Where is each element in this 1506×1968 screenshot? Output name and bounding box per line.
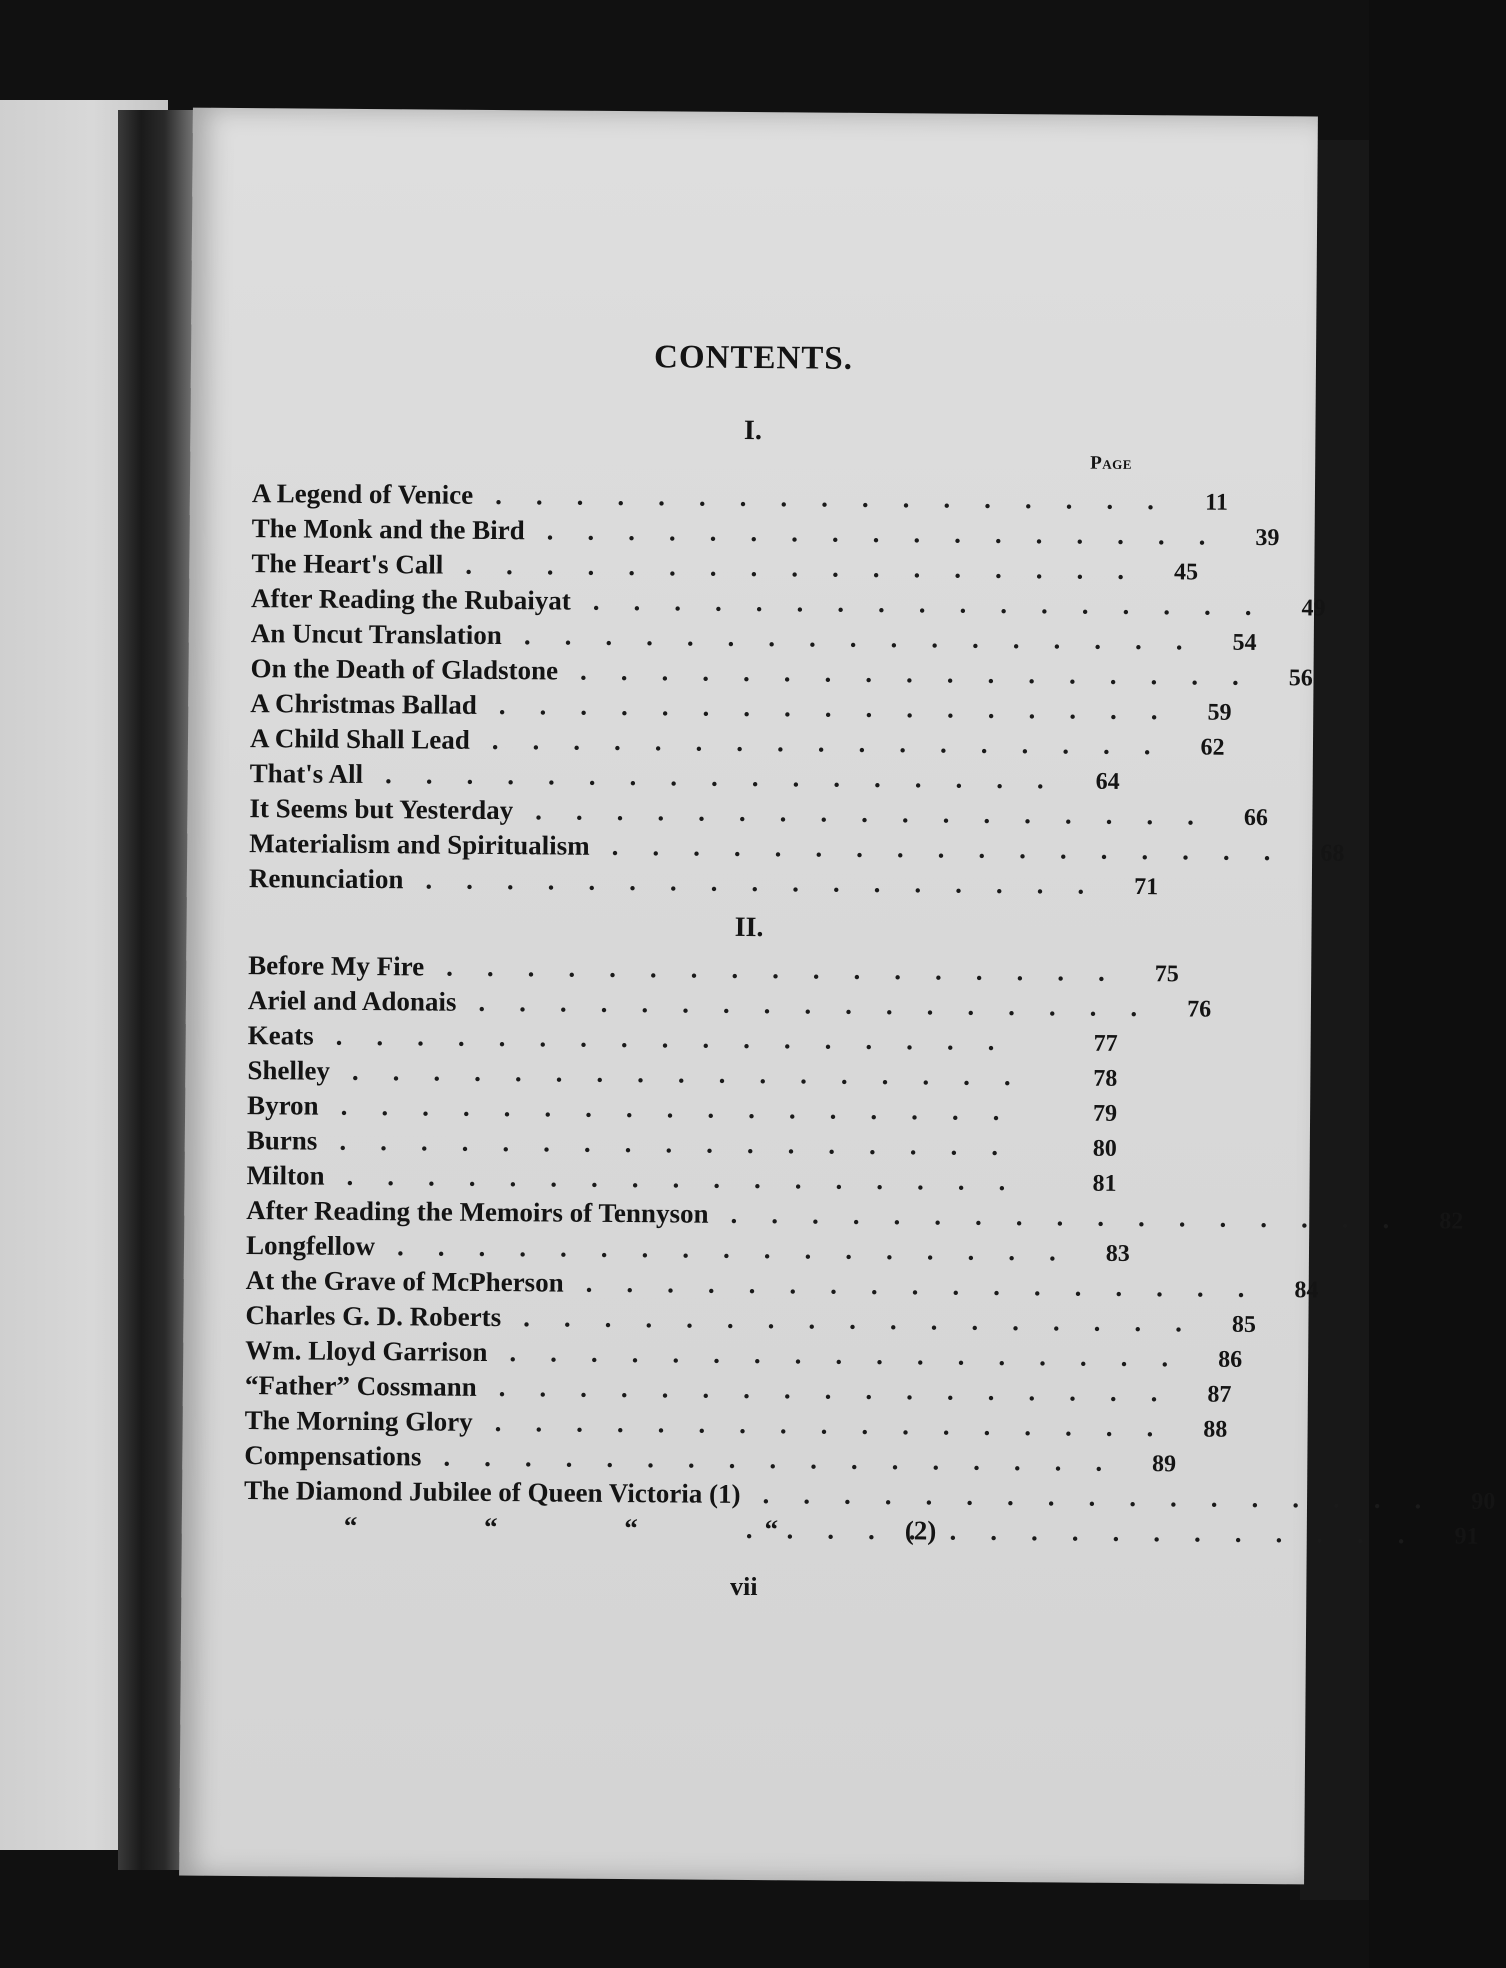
contents-page [179, 108, 1496, 1885]
dot-leader: ................. [495, 479, 1189, 516]
dot-leader: ................. [745, 1513, 1439, 1550]
entry-title: Milton [246, 1160, 325, 1191]
dot-leader: ................. [340, 1090, 1034, 1127]
entry-page-number: 84 [1294, 1277, 1319, 1304]
page-title: CONTENTS. [653, 339, 854, 377]
entry-page-number: 62 [1200, 734, 1225, 761]
dot-leader: ................. [585, 1267, 1279, 1304]
dot-leader: ................. [443, 1441, 1137, 1478]
section-heading-2: II. [734, 911, 764, 944]
entry-title: Charles G. D. Roberts [245, 1300, 502, 1333]
page-column-label: Page [1090, 452, 1133, 474]
entry-title: Burns [246, 1125, 318, 1156]
dot-leader: ................. [491, 724, 1185, 761]
entry-page-number: 78 [1093, 1065, 1118, 1092]
dot-leader: ................. [579, 655, 1273, 692]
dot-leader: ................. [509, 1337, 1203, 1373]
entry-title: Byron [247, 1090, 319, 1121]
entry-page-number: 54 [1232, 629, 1257, 656]
entry-title: A Legend of Venice [251, 478, 474, 510]
entry-page-number: 90 [1471, 1488, 1496, 1515]
entry-title: Ariel and Adonais [247, 985, 457, 1017]
dot-leader: ................. [730, 1198, 1424, 1235]
dot-leader: ................. [335, 1020, 1029, 1057]
entry-page-number: 91 [1454, 1523, 1479, 1550]
entry-title: Wm. Lloyd Garrison [245, 1335, 488, 1367]
dot-leader: ................. [535, 795, 1229, 831]
entry-title: Longfellow [245, 1230, 376, 1262]
toc-entry[interactable] [244, 1508, 1479, 1550]
toc-section-2 [243, 948, 1496, 1550]
dot-leader: ................. [494, 1407, 1188, 1443]
entry-title: After Reading the Memoirs of Tennyson [246, 1195, 709, 1229]
dot-leader: ................. [396, 1231, 1090, 1267]
dot-leader: ................. [762, 1479, 1456, 1515]
entry-title: Shelley [247, 1055, 331, 1086]
entry-page-number: 76 [1187, 996, 1212, 1023]
entry-title: After Reading the Rubaiyat [250, 583, 571, 616]
entry-page-number: 82 [1439, 1208, 1464, 1235]
entry-page-number: 11 [1205, 489, 1229, 516]
entry-title: At the Grave of McPherson [245, 1265, 564, 1298]
dot-leader: ................. [465, 549, 1159, 586]
dot-leader: ................. [339, 1125, 1033, 1162]
entry-page-number: 71 [1134, 874, 1159, 901]
dot-leader: ................. [346, 1160, 1040, 1197]
entry-title: A Christmas Ballad [250, 688, 477, 720]
entry-title: Before My Fire [248, 950, 425, 982]
entry-page-number: 88 [1203, 1416, 1228, 1443]
entry-title: A Child Shall Lead [249, 723, 470, 755]
dot-leader: ................. [425, 864, 1119, 900]
entry-title: The Morning Glory [244, 1405, 473, 1437]
entry-page-number: 81 [1092, 1170, 1117, 1197]
entry-page-number: 39 [1255, 524, 1280, 552]
dot-leader: ................. [611, 830, 1305, 867]
entry-title: An Uncut Translation [250, 618, 503, 651]
entry-page-number: 86 [1218, 1346, 1243, 1373]
section-heading-1: I. [743, 414, 763, 447]
entry-page-number: 59 [1207, 699, 1232, 726]
entry-page-number: 80 [1092, 1135, 1117, 1162]
dot-leader: ................. [523, 1302, 1217, 1338]
entry-title: Materialism and Spiritualism [249, 828, 590, 861]
entry-page-number: 83 [1105, 1240, 1130, 1268]
page-content [179, 108, 1496, 1885]
dot-leader: ................. [523, 620, 1217, 656]
entry-title: Renunciation [248, 863, 404, 895]
entry-title: The Heart's Call [251, 548, 444, 580]
dot-leader: ................. [592, 585, 1286, 622]
dot-leader: ................. [498, 1372, 1192, 1408]
entry-page-number: 85 [1231, 1311, 1257, 1338]
entry-page-number: 79 [1092, 1100, 1118, 1127]
dot-leader: ................. [498, 690, 1192, 726]
dot-leader: ................. [446, 951, 1139, 988]
dot-leader: ................. [351, 1055, 1045, 1092]
toc-section-1 [248, 476, 1345, 903]
dot-leader: ................. [478, 986, 1172, 1023]
entry-page-number: 68 [1320, 840, 1345, 867]
entry-title: That's All [249, 758, 364, 789]
entry-title: “Father” Cossmann [244, 1370, 477, 1402]
dot-leader: ................. [546, 515, 1240, 551]
toc-entry[interactable] [248, 861, 1159, 903]
entry-page-number: 89 [1152, 1451, 1177, 1478]
entry-title: Compensations [244, 1440, 422, 1472]
entry-page-number: 77 [1093, 1030, 1118, 1057]
entry-page-number: 87 [1207, 1381, 1232, 1408]
entry-page-number: 66 [1243, 804, 1268, 832]
dot-leader: ................. [384, 759, 1078, 795]
entry-page-number: 56 [1288, 665, 1313, 692]
entry-title: The Monk and the Bird [251, 513, 525, 546]
entry-page-number: 75 [1154, 961, 1179, 988]
entry-title: “ “ “ “ (2) [343, 1510, 937, 1546]
page-folio: vii [730, 1571, 758, 1602]
entry-title: The Diamond Jubilee of Queen Victoria (1) [243, 1475, 741, 1509]
entry-title: On the Death of Gladstone [250, 653, 559, 686]
entry-page-number: 49 [1301, 595, 1326, 622]
entry-title: Keats [247, 1020, 314, 1051]
entry-page-number: 64 [1095, 768, 1120, 795]
entry-page-number: 45 [1173, 559, 1199, 586]
entry-title: It Seems but Yesterday [249, 793, 514, 826]
